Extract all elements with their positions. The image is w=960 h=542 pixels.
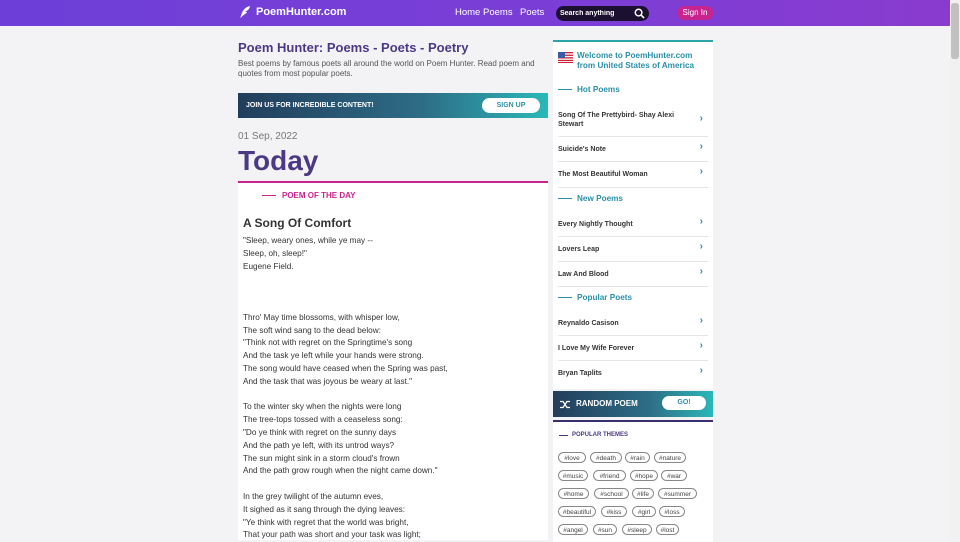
hot-poem-title: The Most Beautiful Woman (558, 171, 648, 178)
new-poems-heading (558, 194, 623, 203)
themes-label: POPULAR THEMES (572, 432, 629, 438)
chevron-right-icon: › (699, 241, 703, 252)
theme-tag[interactable]: #home (558, 488, 589, 499)
nav-poets[interactable]: Poets (520, 7, 545, 18)
search-box (556, 6, 649, 21)
page-title: Poem Hunter: Poems - Poets - Poetry (238, 40, 469, 55)
dash-decoration (559, 435, 568, 436)
page-scrollbar[interactable] (950, 0, 960, 540)
poem-title[interactable]: A Song Of Comfort (243, 216, 352, 230)
theme-tag[interactable]: #nature (654, 452, 686, 463)
new-poem-title: Law And Blood (558, 271, 609, 278)
hot-poem-title: Suicide's Note (558, 146, 606, 153)
hot-poem-item[interactable] (558, 137, 708, 162)
dash-decoration (558, 89, 572, 90)
dash-decoration (262, 195, 276, 196)
theme-tag[interactable]: #life (632, 488, 654, 499)
theme-tag[interactable]: #hope (630, 470, 658, 481)
today-heading: Today (238, 145, 319, 176)
join-text: JOIN US FOR INCREDIBLE CONTENT! (246, 102, 374, 109)
theme-tag[interactable]: #sun (593, 524, 617, 535)
page-description: Best poems by famous poets all around the world on Poem Hunter. Read poem and quotes from most popular poets. (238, 59, 535, 78)
chevron-right-icon: › (699, 216, 703, 227)
chevron-right-icon: › (699, 365, 703, 376)
theme-tag[interactable]: #death (590, 452, 622, 463)
hot-poems-heading (558, 85, 620, 94)
chevron-right-icon: › (699, 166, 703, 177)
us-flag-icon (558, 52, 573, 63)
popular-poet-name: I Love My Wife Forever (558, 345, 635, 352)
poem-of-the-day-card (238, 183, 548, 540)
theme-tag[interactable]: #summer (658, 488, 697, 499)
new-poem-item[interactable] (558, 212, 708, 237)
poem-body: "Sleep, weary ones, while ye may -- Sleep, oh, sleep!" Eugene Field. Thro' May time blossoms, with whisper low, The soft wind sang to the dead below: "Think not with regret on the Springtime's song And the task ye left while your hands were strong. The song would have ceased when the Spring was past, And the task that was joyous be weary at last." To the winter sky when the nights were long The tree-tops tossed with a ceaseless song: "Do ye think with regret on the sunny days And the path ye left, with its untrod ways? The sun might sink in a storm cloud's frown And the path grow rough when the night came down." In the grey twilight of the autumn eves, It sighed as it sang through the dying leaves: "Ye think with regret that the world was bright, That your path was short and your task was light; (243, 236, 448, 540)
chevron-right-icon: › (699, 141, 703, 152)
popular-poet-item[interactable] (558, 311, 708, 336)
new-poem-title: Every Nightly Thought (558, 221, 633, 228)
logo-text: PoemHunter.com (256, 6, 347, 18)
dash-decoration (558, 198, 572, 199)
popular-poets-heading (558, 293, 632, 302)
go-button[interactable]: GO! (662, 396, 706, 410)
theme-tag[interactable]: #rain (625, 452, 650, 463)
chevron-right-icon: › (699, 113, 703, 124)
theme-tag[interactable]: #love (558, 452, 586, 463)
theme-tag[interactable]: #war (661, 470, 687, 481)
chevron-right-icon: › (699, 266, 703, 277)
new-poem-title: Lovers Leap (558, 246, 600, 253)
themes-header (559, 432, 628, 438)
popular-poet-item[interactable] (558, 336, 708, 361)
new-poems-label: New Poems (577, 194, 623, 203)
site-logo[interactable] (238, 5, 346, 19)
theme-tag[interactable]: #school (594, 488, 629, 499)
hot-poem-item[interactable] (558, 108, 708, 137)
date-label: 01 Sep, 2022 (238, 131, 298, 142)
new-poem-item[interactable] (558, 237, 708, 262)
popular-themes (553, 420, 713, 542)
hot-poems-label: Hot Poems (577, 85, 620, 94)
popular-poets-label: Popular Poets (577, 293, 633, 302)
theme-tag[interactable]: #angel (558, 524, 588, 535)
nav-home[interactable]: Home (455, 7, 481, 18)
search-input[interactable] (560, 7, 630, 19)
theme-tag[interactable]: #friend (593, 470, 626, 481)
theme-tag[interactable]: #loss (659, 506, 685, 517)
hot-poem-title: Song Of The Prettybird- Shay Alexi Stewart (558, 112, 675, 128)
dash-decoration (558, 297, 572, 298)
potd-label: POEM OF THE DAY (282, 191, 356, 200)
popular-poet-name: Bryan Taplits (558, 370, 602, 377)
sign-in-button[interactable]: Sign In (677, 6, 713, 20)
welcome-box (558, 51, 703, 70)
sign-up-button[interactable]: SIGN UP (482, 98, 540, 113)
scrollbar-thumb[interactable] (951, 3, 959, 59)
quill-icon (238, 5, 252, 19)
theme-tag[interactable]: #music (558, 470, 588, 481)
theme-tag[interactable]: #girl (632, 506, 656, 517)
welcome-text: Welcome to PoemHunter.com from United States of America (577, 51, 695, 70)
hot-poem-item[interactable] (558, 162, 708, 188)
chevron-right-icon: › (699, 340, 703, 351)
chevron-right-icon: › (699, 315, 703, 326)
popular-poet-item[interactable] (558, 361, 708, 385)
theme-tag[interactable]: #kiss (601, 506, 627, 517)
theme-tag[interactable]: #beautiful (558, 506, 596, 517)
theme-tag[interactable]: #sleep (622, 524, 652, 535)
new-poem-item[interactable] (558, 262, 708, 287)
popular-poet-name: Reynaldo Casison (558, 320, 619, 327)
nav-poems[interactable]: Poems (483, 7, 513, 18)
sidebar (553, 40, 713, 389)
potd-header (262, 191, 356, 200)
random-poem-banner (553, 391, 713, 417)
search-icon[interactable] (634, 8, 645, 19)
theme-tag[interactable]: #lost (656, 524, 679, 535)
join-banner (238, 93, 548, 118)
shuffle-icon (560, 400, 570, 409)
random-poem-label: RANDOM POEM (576, 399, 638, 408)
